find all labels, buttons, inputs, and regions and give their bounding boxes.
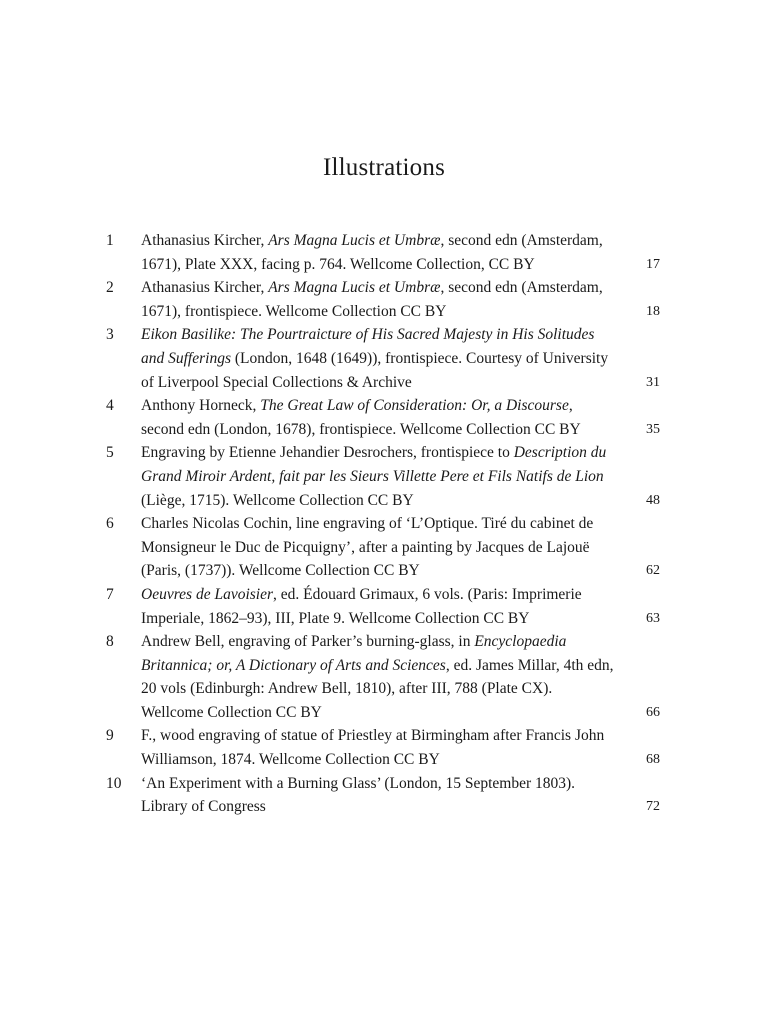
illustration-number: 3 bbox=[106, 326, 114, 344]
illustration-entry bbox=[106, 276, 662, 323]
illustration-caption bbox=[141, 229, 618, 276]
caption-text: Anthony Horneck, bbox=[141, 397, 261, 415]
caption-text: F., wood engraving of statue of Priestley at Birmingham after Francis John Williamson, 1874. Wellcome Collection CC BY bbox=[141, 727, 605, 769]
caption-title-italic: Ars Magna Lucis et Umbræ bbox=[268, 232, 441, 249]
illustration-entry bbox=[106, 583, 662, 630]
illustration-number: 5 bbox=[106, 444, 114, 462]
caption-title-italic: Oeuvres de Lavoisier bbox=[141, 585, 274, 603]
illustration-number: 9 bbox=[106, 727, 114, 745]
illustration-entry bbox=[106, 394, 662, 441]
caption-text: , second edn (Amsterdam, 1671), frontispiece. Wellcome Collection CC BY bbox=[141, 279, 603, 320]
caption-title-italic: Ars Magna Lucis et Umbræ bbox=[268, 279, 441, 297]
page-number: 62 bbox=[646, 563, 660, 579]
illustration-number: 6 bbox=[106, 515, 114, 533]
caption-text: Athanasius Kircher, bbox=[141, 279, 269, 297]
illustration-caption bbox=[141, 394, 618, 441]
illustration-entry bbox=[106, 772, 662, 819]
illustration-caption bbox=[141, 630, 618, 724]
caption-title-italic: Description du Grand Miroir Ardent, fait par les Sieurs Villette Pere et Fils Natifs de Lion bbox=[141, 444, 607, 485]
illustration-caption bbox=[141, 441, 618, 512]
illustration-number: 1 bbox=[106, 232, 114, 249]
page-number: 66 bbox=[646, 704, 660, 720]
caption-text: (London, 1648 (1649)), frontispiece. Courtesy of University of Liverpool Special Collections & Archive bbox=[141, 349, 609, 391]
caption-title-italic: Eikon Basilike: The Pourtraicture of His Sacred Majesty in His Solitudes and Sufferings bbox=[141, 326, 595, 367]
caption-title-italic: The Great Law of Consideration: Or, a Discourse bbox=[260, 397, 569, 415]
page-title: Illustrations bbox=[322, 154, 446, 181]
illustrations-list bbox=[106, 229, 662, 819]
caption-text: Athanasius Kircher, bbox=[141, 232, 269, 249]
page-number: 63 bbox=[646, 610, 660, 626]
page-number: 68 bbox=[646, 752, 660, 768]
page-number: 18 bbox=[646, 303, 660, 319]
caption-text: , ed. Édouard Grimaux, 6 vols. (Paris: Imprimerie Imperiale, 1862–93), III, Plate 9. Wellcome Collection CC BY bbox=[141, 585, 582, 627]
illustration-number: 10 bbox=[106, 774, 122, 792]
caption-text: , ed. James Millar, 4th edn, 20 vols (Edinburgh: Andrew Bell, 1810), after III, 788 (Plate CX). Wellcome Collection CC BY bbox=[141, 656, 614, 721]
illustration-entry bbox=[106, 630, 662, 724]
illustration-entry bbox=[106, 724, 662, 771]
illustration-caption bbox=[141, 323, 618, 394]
page-number: 72 bbox=[646, 799, 660, 815]
illustration-caption bbox=[141, 724, 618, 771]
illustration-entry bbox=[106, 512, 662, 583]
caption-text: , second edn (London, 1678), frontispiece. Wellcome Collection CC BY bbox=[141, 397, 581, 438]
page-number: 48 bbox=[646, 492, 660, 508]
page-number: 17 bbox=[646, 256, 660, 272]
illustration-entry bbox=[106, 441, 662, 512]
caption-text: Engraving by Etienne Jehandier Desrochers, frontispiece to bbox=[141, 444, 514, 462]
caption-text: (Liège, 1715). Wellcome Collection CC BY bbox=[141, 491, 414, 509]
illustration-number: 8 bbox=[106, 633, 114, 651]
caption-text: ‘An Experiment with a Burning Glass’ (London, 15 September 1803). Library of Congress bbox=[141, 774, 576, 816]
illustration-number: 4 bbox=[106, 397, 114, 415]
caption-text: , second edn (Amsterdam, 1671), Plate XXX, facing p. 764. Wellcome Collection, CC BY bbox=[141, 232, 603, 273]
illustration-entry bbox=[106, 229, 662, 276]
illustration-caption bbox=[141, 583, 618, 630]
illustration-entry bbox=[106, 323, 662, 394]
illustration-number: 7 bbox=[106, 585, 114, 603]
illustration-caption bbox=[141, 276, 618, 323]
illustration-caption bbox=[141, 512, 618, 583]
caption-title-italic: Encyclopaedia Britannica; or, A Dictionary of Arts and Sciences bbox=[141, 633, 567, 674]
illustration-number: 2 bbox=[106, 279, 114, 297]
page-number: 35 bbox=[646, 421, 660, 437]
illustration-caption bbox=[141, 772, 618, 819]
page-number: 31 bbox=[646, 374, 660, 390]
caption-text: Charles Nicolas Cochin, line engraving of ‘L’Optique. Tiré du cabinet de Monsigneur le Duc de Picquigny’, after a painting by Jacques de Lajouë (Paris, (1737)). Wellcome Collection CC BY bbox=[141, 515, 594, 580]
caption-text: Andrew Bell, engraving of Parker’s burning-glass, in bbox=[141, 633, 475, 651]
